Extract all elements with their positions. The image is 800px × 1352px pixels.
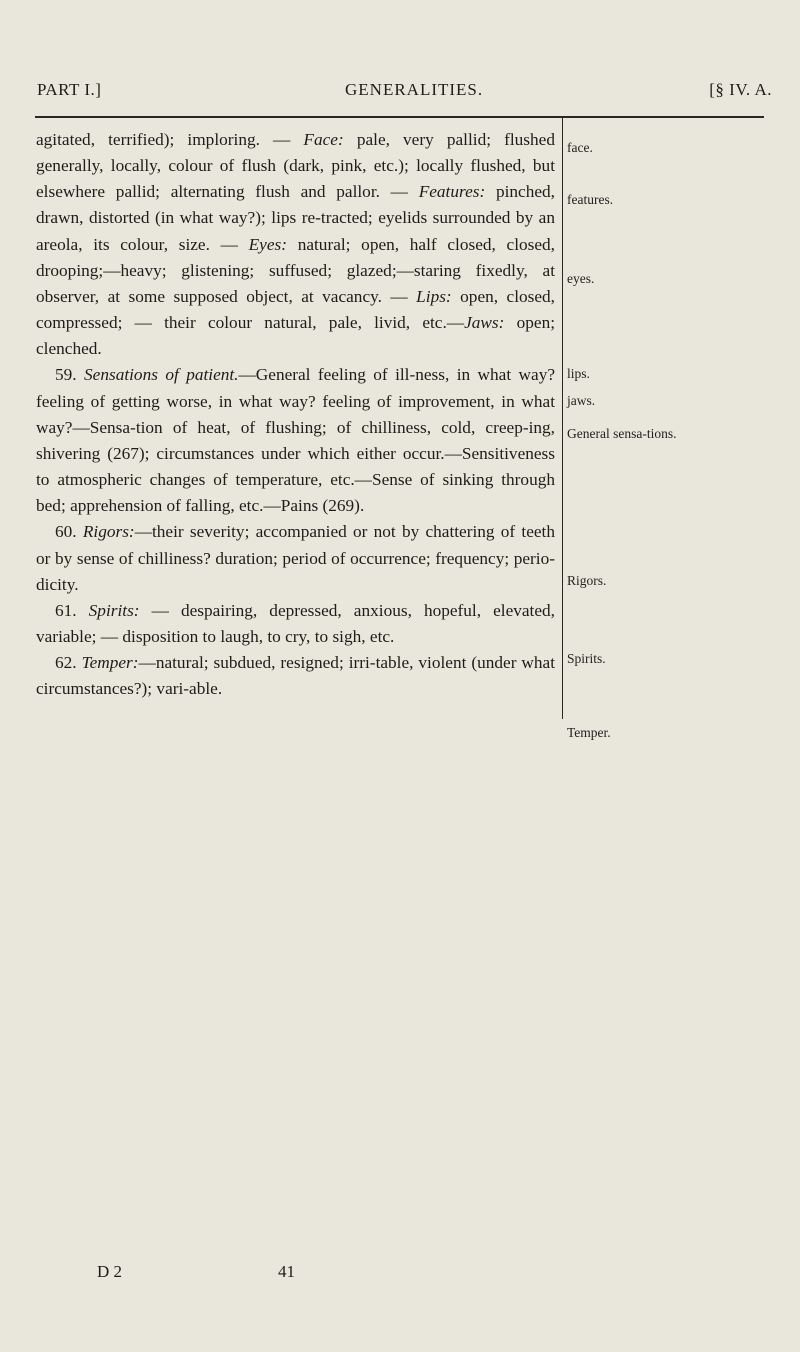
header-title: GENERALITIES. <box>345 80 484 99</box>
paragraph-text: — despairing, depressed, anxious, hopeful, elevated, variable; — disposition to laugh, to cry, to sigh, etc. <box>36 600 555 646</box>
jaws-label: Jaws: <box>464 313 505 333</box>
text-run: pale, very pallid; flushed generally, locally, colour of flush (dark, pink, etc.); locally flushed, but elsewhere pallid; alternating flush and pallor. — <box>36 130 555 202</box>
text-run: pinched, drawn, distorted (in what way?); lips re-tracted; eyelids surrounded by an areola, its colour, size. — <box>36 182 555 254</box>
face-label: Face: <box>303 130 344 149</box>
margin-note-face: face. <box>567 140 593 155</box>
paragraph-number: 59. <box>55 365 85 385</box>
signature-mark: D 2 <box>97 1262 123 1281</box>
paragraph-number: 61. <box>55 600 89 620</box>
text-run: open, closed, compressed; — their colour natural, pale, livid, etc.— <box>36 286 555 333</box>
paragraph-number: 60. <box>55 522 83 542</box>
paragraph-text: —General feeling of ill-ness, in what way? feeling of getting worse, in what way? feeling of improvement, in what way?—Sensa-tion of heat, of flushing; of chilliness, cold, creep-ing, shivering (267); circumstances under which either occur.—Sensitiveness to atmospheric changes of temperature, etc.—Sense of sinking through bed; apprehension of falling, etc.—Pains (269). <box>36 365 556 516</box>
eyes-label: Eyes: <box>248 234 287 254</box>
temper-label: Temper: <box>81 653 139 673</box>
running-header <box>37 80 772 108</box>
header-rule <box>35 116 764 118</box>
margin-note-eyes: eyes. <box>567 271 595 286</box>
main-text <box>36 127 555 702</box>
text-run: agitated, terrified); imploring. — <box>36 130 304 149</box>
header-section: [§ IV. A. <box>709 80 772 99</box>
spirits-label: Spirits: <box>88 600 140 620</box>
paragraph-62 <box>36 650 555 702</box>
margin-note-lips: lips. <box>567 366 590 381</box>
rigors-label: Rigors: <box>82 522 135 542</box>
paragraph-59 <box>36 362 555 519</box>
margin-note-spirits: Spirits. <box>567 651 606 666</box>
sensations-label: Sensations of patient. <box>84 365 239 385</box>
lips-label: Lips: <box>416 286 452 306</box>
paragraph-text: —their severity; accompanied or not by chattering of teeth or by sense of chilliness? duration; period of occurrence; frequency; perio-dicity. <box>36 522 555 594</box>
paragraph-61 <box>36 598 555 650</box>
header-part: PART I.] <box>37 80 102 99</box>
margin-note-rigors: Rigors. <box>567 573 607 588</box>
margin-divider <box>562 118 563 719</box>
text-run: natural; open, half closed, closed, drooping;—heavy; glistening; suffused; glazed;—staring fixedly, at observer, at some supposed object, at vacancy. — <box>36 234 555 306</box>
margin-note-general-sensations: General sensa-tions. <box>567 426 677 441</box>
paragraph-60 <box>36 519 555 597</box>
margin-note-features: features. <box>567 192 614 207</box>
features-label: Features: <box>418 182 486 202</box>
margin-note-temper: Temper. <box>567 725 611 740</box>
text-run: open; clenched. <box>36 313 556 359</box>
paragraph-face <box>36 127 555 362</box>
paragraph-number: 62. <box>55 653 82 673</box>
margin-note-jaws: jaws. <box>567 393 596 408</box>
page-number: 41 <box>278 1262 295 1281</box>
paragraph-text: —natural; subdued, resigned; irri-table, violent (under what circumstances?); vari-able. <box>36 653 556 699</box>
